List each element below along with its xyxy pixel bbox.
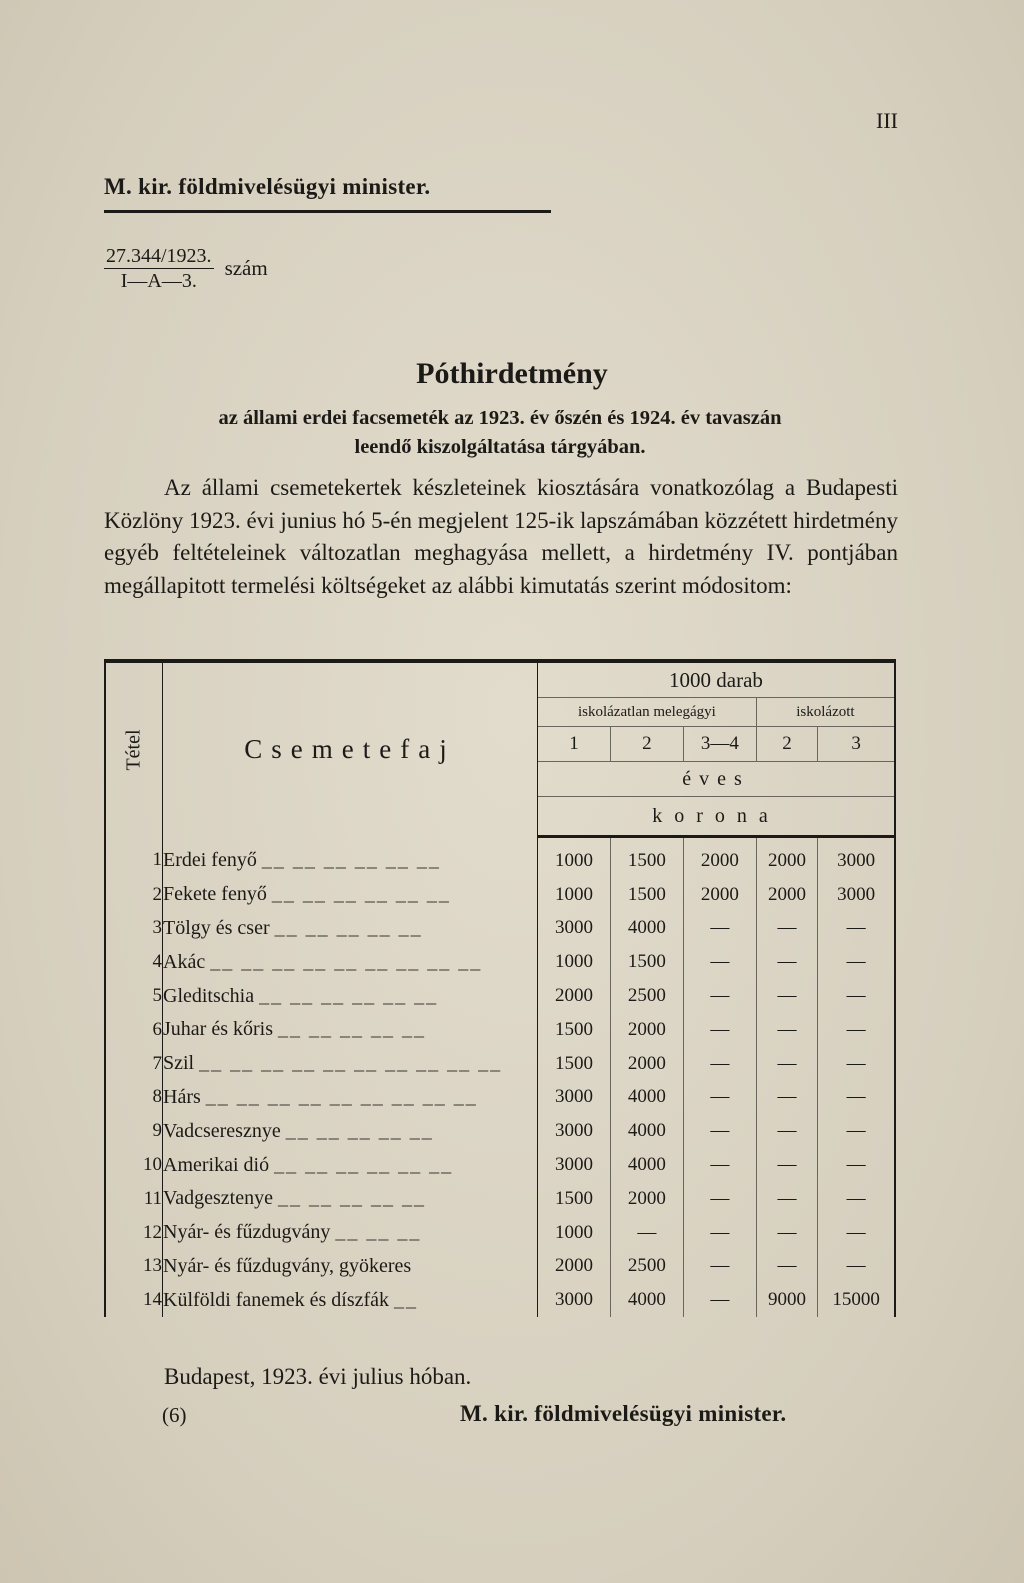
header-tetel [105, 661, 163, 837]
reference-denominator: I—A—3. [120, 270, 197, 292]
header-eves: éves [538, 762, 896, 797]
species-name: Vadcseresznye [163, 1119, 281, 1142]
cell-price: 9000 [756, 1283, 817, 1317]
header-age: 3—4 [683, 727, 756, 762]
footer-page-number: (6) [162, 1403, 187, 1427]
leader-dots: __ __ __ __ __ __ __ __ __ [205, 1085, 478, 1108]
cell-price: — [683, 1148, 756, 1182]
reference-numerator: 27.344/1923. [106, 245, 212, 267]
species-name: Nyár- és fűzdugvány, gyökeres [163, 1254, 412, 1277]
header-age: 2 [610, 727, 683, 762]
cell-price: 1500 [554, 1018, 593, 1040]
cell-price: 2500 [610, 1250, 683, 1284]
cell-price: — [683, 1216, 756, 1250]
cell-price: — [818, 912, 895, 946]
cell-price: — [818, 1081, 895, 1115]
cell-price: 1500 [610, 945, 683, 979]
header-iskolazatlan: iskolázatlan melegágyi [538, 698, 757, 727]
cell-price: — [818, 979, 895, 1013]
cell-price: 3000 [554, 1289, 593, 1311]
table-row [105, 912, 895, 946]
cell-price: — [818, 1047, 895, 1081]
row-species [163, 1148, 538, 1182]
cell-price: — [756, 1081, 817, 1115]
cell-price: — [756, 1250, 817, 1284]
reference-number [104, 244, 268, 293]
row-number: 13 [105, 1250, 163, 1284]
row-species [163, 1114, 538, 1148]
row-number: 1 [105, 837, 163, 878]
table-row [105, 1047, 895, 1081]
cell-price: — [818, 1148, 895, 1182]
cell-price: — [756, 1047, 817, 1081]
leader-dots: __ [394, 1288, 419, 1311]
cell-price: 1500 [610, 878, 683, 912]
row-number: 12 [105, 1216, 163, 1250]
row-number: 11 [105, 1182, 163, 1216]
cell-price: — [756, 912, 817, 946]
cell-price: 2500 [610, 979, 683, 1013]
cell-price: — [818, 1013, 895, 1047]
species-name: Vadgesztenye [163, 1187, 273, 1210]
reference-word: szám [224, 256, 268, 280]
cell-price: — [818, 945, 895, 979]
row-number: 2 [105, 878, 163, 912]
row-number: 5 [105, 979, 163, 1013]
cell-price: 1000 [554, 951, 593, 973]
table-row [105, 979, 895, 1013]
cell-price: 3000 [554, 1086, 593, 1108]
cell-price: 2000 [756, 837, 817, 878]
leader-dots: __ __ __ __ __ [274, 916, 423, 939]
table-row [105, 1081, 895, 1115]
cell-price: — [756, 1148, 817, 1182]
row-species [163, 1013, 538, 1047]
leader-dots: __ __ __ __ __ __ [271, 883, 451, 906]
header-age: 3 [818, 727, 895, 762]
cell-price: 1000 [554, 883, 593, 905]
cell-price: 2000 [554, 1255, 593, 1277]
cell-price: 3000 [554, 1120, 593, 1142]
cell-price: — [683, 1081, 756, 1115]
cell-price: 1000 [554, 849, 593, 871]
cell-price: 2000 [610, 1047, 683, 1081]
cell-price: 4000 [610, 1114, 683, 1148]
cell-price: — [818, 1216, 895, 1250]
row-species [163, 912, 538, 946]
cell-price: — [756, 1114, 817, 1148]
cell-price: 1000 [554, 1221, 593, 1243]
cell-price: — [683, 1182, 756, 1216]
issuer-header: M. kir. földmivelésügyi minister. [104, 174, 431, 199]
place-and-date: Budapest, 1923. évi julius hóban. [164, 1364, 472, 1389]
header-korona: korona [538, 797, 896, 837]
table-row [105, 1250, 895, 1284]
table-row [105, 1216, 895, 1250]
leader-dots: __ __ __ __ __ __ [261, 848, 441, 871]
table-row [105, 1182, 895, 1216]
cell-price: — [683, 1013, 756, 1047]
leader-dots: __ __ __ __ __ [277, 1187, 426, 1210]
row-species [163, 837, 538, 878]
leader-dots: __ __ __ __ __ __ [274, 1153, 454, 1176]
cell-price: — [756, 979, 817, 1013]
leader-dots: __ __ __ __ __ [285, 1119, 434, 1142]
body-paragraph: Az állami csemetekertek készleteinek kiosztására vonatkozólag a Budapesti Közlöny 1923. évi junius hó 5-én megjelent 125-ik lapszámában közzétett hirdetmény egyéb feltételeinek változatlan meghagyása mellett, a hirdetmény IV. pontjában megállapitott termelési költségeket az alábbi kimutatás szerint módositom: [104, 475, 898, 598]
species-name: Amerikai dió [163, 1153, 270, 1176]
cell-price: — [683, 1283, 756, 1317]
table-row [105, 945, 895, 979]
row-species [163, 1081, 538, 1115]
row-species [163, 945, 538, 979]
cell-price: — [610, 1216, 683, 1250]
cell-price: 2000 [554, 985, 593, 1007]
species-name: Szil [163, 1052, 195, 1075]
row-species [163, 1047, 538, 1081]
header-age: 1 [538, 727, 611, 762]
cell-price: 4000 [610, 1081, 683, 1115]
leader-dots: __ __ __ __ __ __ [259, 984, 439, 1007]
cell-price: 2000 [610, 1013, 683, 1047]
table-row [105, 1283, 895, 1317]
header-1000-darab: 1000 darab [538, 661, 896, 698]
cell-price: 2000 [683, 837, 756, 878]
price-table [104, 659, 896, 1317]
cell-price: — [683, 1250, 756, 1284]
row-number: 7 [105, 1047, 163, 1081]
cell-price: — [683, 912, 756, 946]
row-number: 10 [105, 1148, 163, 1182]
cell-price: 1500 [610, 837, 683, 878]
document-title: Póthirdetmény [416, 357, 608, 390]
cell-price: 1500 [554, 1052, 593, 1074]
cell-price: 4000 [610, 1283, 683, 1317]
cell-price: 3000 [554, 1154, 593, 1176]
reference-fraction [104, 244, 214, 293]
row-species [163, 1250, 538, 1284]
cell-price: — [683, 1114, 756, 1148]
row-number: 6 [105, 1013, 163, 1047]
header-tetel-label: Tétel [122, 729, 145, 771]
leader-dots: __ __ __ __ __ __ __ __ __ [210, 950, 483, 973]
cell-price: 2000 [683, 878, 756, 912]
cell-price: — [818, 1114, 895, 1148]
row-species [163, 878, 538, 912]
subtitle-line-2: leendő kiszolgáltatása tárgyában. [354, 436, 646, 458]
species-name: Akác [163, 950, 206, 973]
cell-price: — [756, 1182, 817, 1216]
cell-price: — [818, 1182, 895, 1216]
header-iskolazott: iskolázott [756, 698, 895, 727]
table-row [105, 837, 895, 878]
cell-price: — [818, 1250, 895, 1284]
header-csemetefaj: Csemetefaj [163, 661, 538, 837]
cell-price: 15000 [818, 1283, 895, 1317]
table-row [105, 878, 895, 912]
cell-price: — [683, 945, 756, 979]
cell-price: 1500 [554, 1187, 593, 1209]
row-species [163, 1283, 538, 1317]
subtitle-line-1: az állami erdei facsemeték az 1923. év őszén és 1924. év tavaszán [218, 407, 782, 429]
species-name: Tölgy és cser [163, 916, 270, 939]
table-body [105, 837, 895, 1318]
species-name: Nyár- és fűzdugvány [163, 1221, 331, 1244]
species-name: Külföldi fanemek és díszfák [163, 1288, 390, 1311]
species-name: Fekete fenyő [163, 883, 267, 906]
cell-price: 2000 [756, 878, 817, 912]
table-row [105, 1013, 895, 1047]
leader-dots: __ __ __ __ __ __ __ __ __ __ [199, 1052, 503, 1075]
document-subtitle [104, 404, 896, 462]
cell-price: — [756, 1216, 817, 1250]
row-species [163, 1216, 538, 1250]
species-name: Gleditschia [163, 984, 255, 1007]
row-number: 9 [105, 1114, 163, 1148]
cell-price: 3000 [554, 917, 593, 939]
row-number: 14 [105, 1283, 163, 1317]
row-species [163, 1182, 538, 1216]
species-name: Erdei fenyő [163, 848, 257, 871]
cell-price: — [683, 1047, 756, 1081]
leader-dots: __ __ __ __ __ [277, 1018, 426, 1041]
species-name: Hárs [163, 1085, 201, 1108]
cell-price: 2000 [610, 1182, 683, 1216]
cell-price: 4000 [610, 912, 683, 946]
table-row [105, 1114, 895, 1148]
species-name: Juhar és kőris [163, 1018, 273, 1041]
cell-price: 4000 [610, 1148, 683, 1182]
cell-price: — [683, 979, 756, 1013]
page-number: III [876, 108, 898, 133]
row-species [163, 979, 538, 1013]
row-number: 8 [105, 1081, 163, 1115]
leader-dots: __ __ __ [335, 1221, 422, 1244]
cell-price: — [756, 1013, 817, 1047]
row-number: 4 [105, 945, 163, 979]
cell-price: 3000 [818, 878, 895, 912]
table-row [105, 1148, 895, 1182]
cell-price: 3000 [818, 837, 895, 878]
header-age: 2 [756, 727, 817, 762]
row-number: 3 [105, 912, 163, 946]
signature: M. kir. földmivelésügyi minister. [460, 1401, 787, 1426]
header-rule [104, 210, 551, 213]
cell-price: — [756, 945, 817, 979]
